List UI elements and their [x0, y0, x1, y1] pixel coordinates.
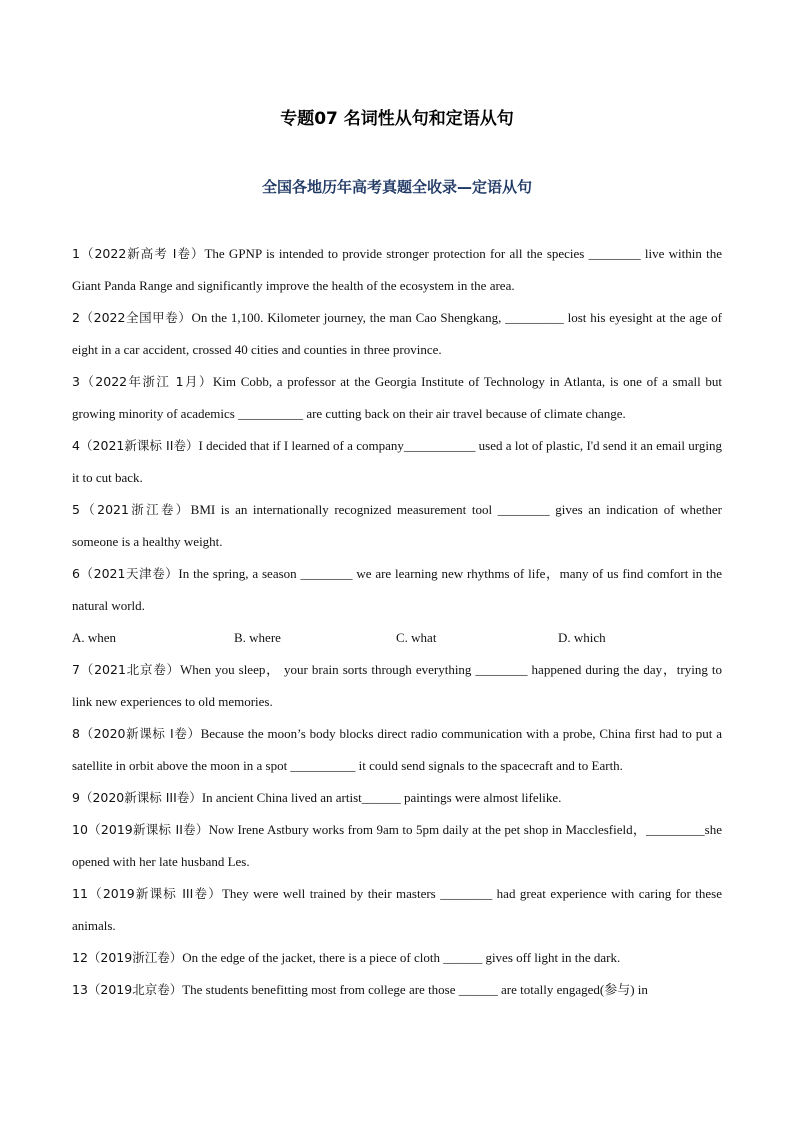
question-13 — [72, 974, 722, 1006]
question-source: 3（2022年浙江 1月） — [72, 374, 213, 389]
question-text: In ancient China lived an artist______ paintings were almost lifelike. — [201, 790, 562, 805]
question-9 — [72, 782, 722, 814]
option-a: A. when — [72, 630, 117, 645]
question-text: The GPNP is intended to provide stronger protection for all the species ________ live within the Giant Panda Range and significantly improve the health of the ecosystem in the area. — [72, 246, 722, 293]
question-text: Kim Cobb, a professor at the Georgia Institute of Technology in Atlanta, is one of a small but growing minority of academics __________ are cutting back on their air travel because of climate change. — [72, 374, 722, 421]
question-text: BMI is an internationally recognized measurement tool ________ gives an indication of whether someone is a healthy weight. — [72, 502, 722, 549]
question-source: 8（2020新课标 I卷） — [72, 726, 201, 741]
question-source: 7（2021北京卷） — [72, 662, 180, 677]
question-text: I decided that if I learned of a company___________ used a lot of plastic, I'd send it an email urging it to cut back. — [72, 438, 722, 485]
question-1 — [72, 238, 722, 302]
question-source: 5（2021浙江卷） — [72, 502, 191, 517]
question-4 — [72, 430, 722, 494]
question-source: 11（2019新课标 III卷） — [72, 886, 222, 901]
question-source: 10（2019新课标 II卷） — [72, 822, 209, 837]
question-source: 6（2021天津卷） — [72, 566, 179, 581]
question-source: 13（2019北京卷） — [72, 982, 183, 997]
question-source: 1（2022新高考 I卷） — [72, 246, 205, 261]
question-10 — [72, 814, 722, 878]
question-6-options — [72, 622, 722, 654]
question-source: 4（2021新课标 II卷） — [72, 438, 199, 453]
question-12 — [72, 942, 722, 974]
question-2 — [72, 302, 722, 366]
question-source: 9（2020新课标 III卷） — [72, 790, 202, 805]
question-11 — [72, 878, 722, 942]
page-title: 专题07 名词性从句和定语从句 — [280, 109, 514, 129]
question-text: In the spring, a season ________ we are learning new rhythms of life，many of us find comfort in the natural world. — [72, 566, 722, 613]
question-text: Now Irene Astbury works from 9am to 5pm daily at the pet shop in Macclesfield，_________she opened with her late husband Les. — [72, 822, 722, 869]
question-text: Because the moon’s body blocks direct radio communication with a probe, China first had to put a satellite in orbit above the moon in a spot __________ it could send signals to the spacecraft and to Earth. — [72, 726, 722, 773]
question-source: 12（2019浙江卷） — [72, 950, 183, 965]
question-7 — [72, 654, 722, 718]
question-3 — [72, 366, 722, 430]
question-list — [72, 238, 722, 1006]
question-text: When you sleep， your brain sorts through everything ________ happened during the day，trying to link new experiences to old memories. — [72, 662, 723, 709]
question-source: 2（2022全国甲卷） — [72, 310, 192, 325]
option-c: C. what — [396, 630, 437, 645]
question-6 — [72, 558, 722, 622]
question-text: On the 1,100. Kilometer journey, the man Cao Shengkang, _________ lost his eyesight at the age of eight in a car accident, crossed 40 cities and counties in three province. — [72, 310, 722, 357]
option-b: B. where — [234, 630, 281, 645]
question-text: The students benefitting most from college are those ______ are totally engaged(参与) in — [182, 982, 648, 997]
page-subtitle: 全国各地历年高考真题全收录—定语从句 — [261, 178, 532, 196]
question-8 — [72, 718, 722, 782]
option-d: D. which — [558, 630, 606, 645]
question-text: They were well trained by their masters ________ had great experience with caring for these animals. — [72, 886, 722, 933]
question-5 — [72, 494, 722, 558]
question-text: On the edge of the jacket, there is a piece of cloth ______ gives off light in the dark. — [182, 950, 621, 965]
